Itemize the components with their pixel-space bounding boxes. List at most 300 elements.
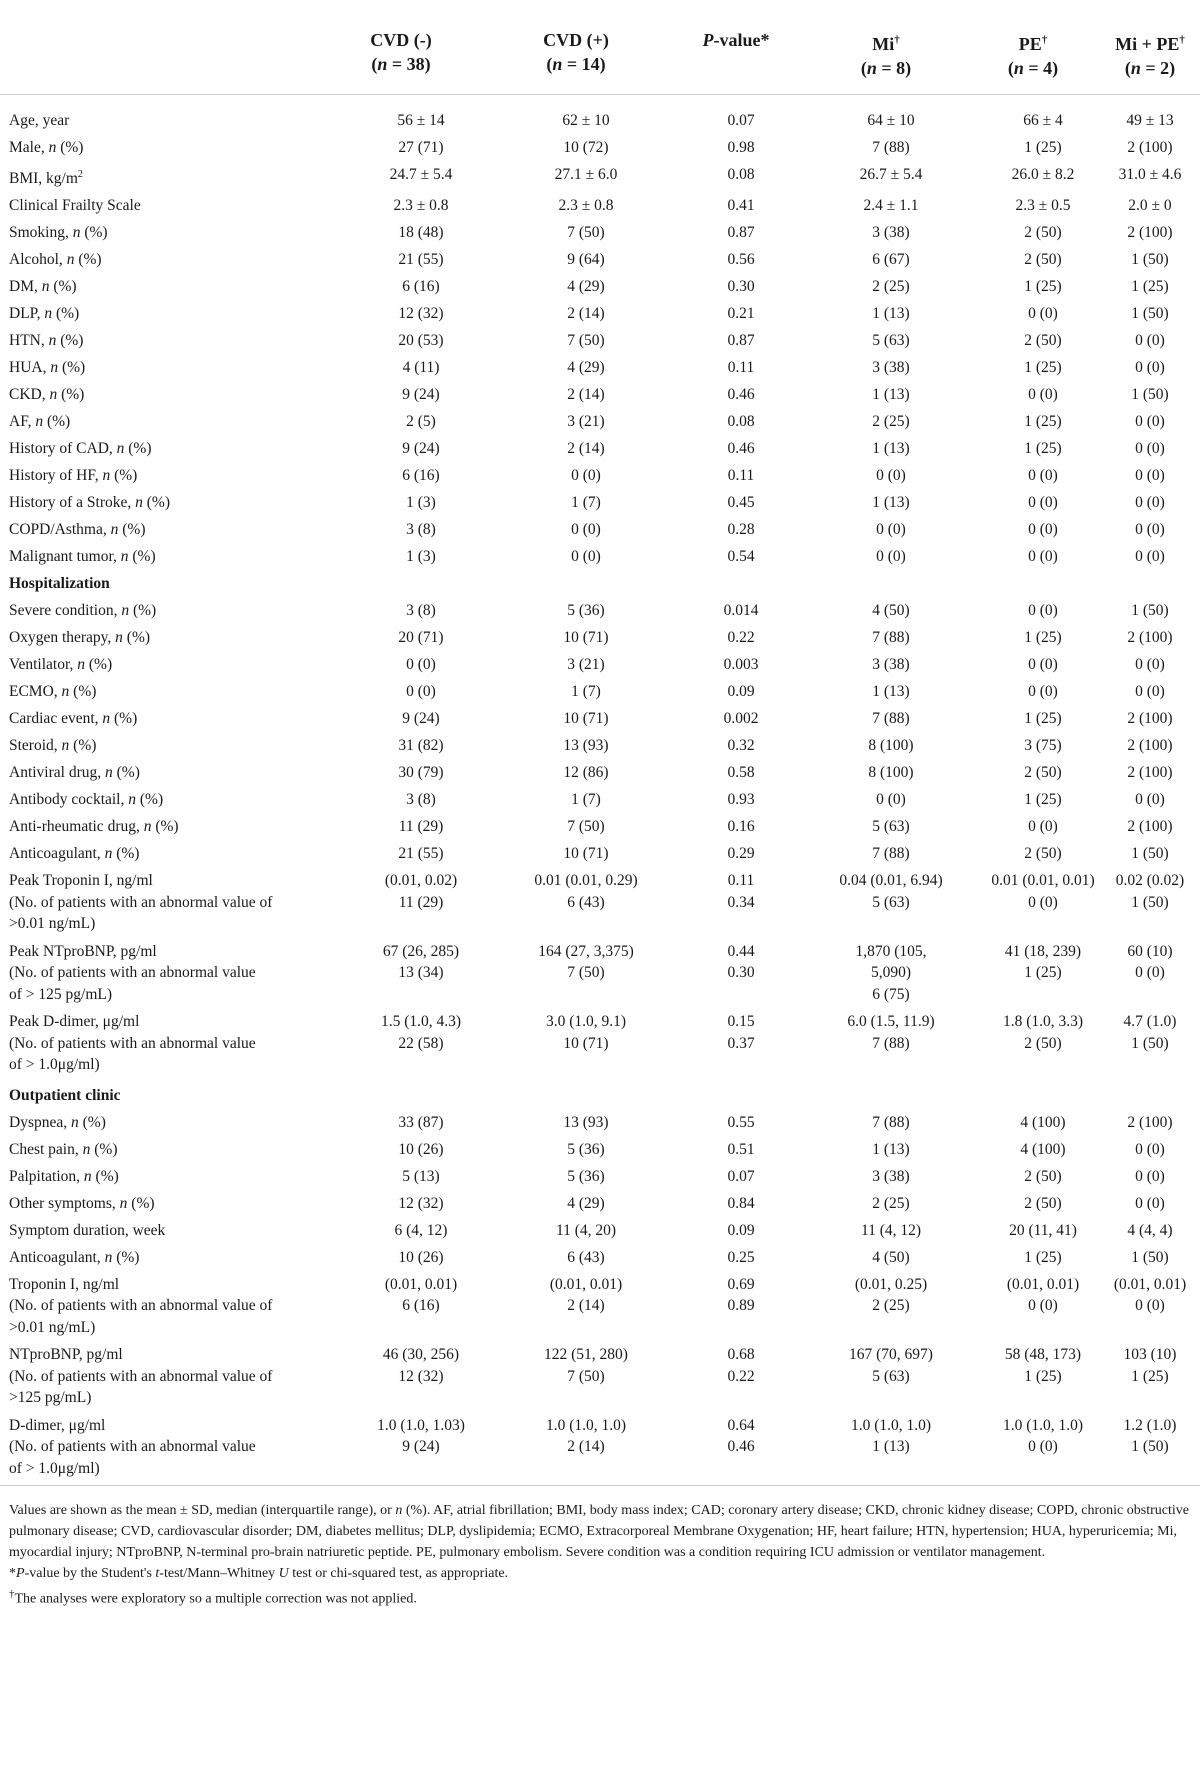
table-cell: 46 (30, 256) 12 (32) — [382, 1346, 460, 1385]
table-row — [0, 489, 1200, 516]
table-row — [0, 354, 1200, 381]
table-cell: 0.46 — [727, 386, 755, 404]
table-cell: 3 (75) — [1024, 737, 1062, 755]
table-row — [0, 759, 1200, 786]
row-label: History of HF, n (%) — [9, 467, 138, 485]
table-cell: 5 (36) — [567, 1167, 605, 1185]
table-cell: 0 (0) — [1135, 359, 1165, 377]
table-cell: 2 (50) — [1024, 332, 1062, 350]
table-cell: 67 (26, 285) 13 (34) — [382, 942, 460, 982]
table-row — [0, 1190, 1200, 1217]
table-cell: 0 (0) — [1135, 440, 1165, 458]
table-cell: 0.01 (0.01, 0.29) 6 (43) — [534, 872, 638, 911]
table-cell: 2 (100) — [1127, 629, 1173, 647]
table-cell: 0.87 — [727, 332, 755, 350]
table-cell: 3 (38) — [872, 1167, 910, 1185]
table-cell: 7 (88) — [872, 139, 910, 156]
table-cell: 1 (25) — [1024, 440, 1062, 458]
table-cell: 2 (50) — [1024, 251, 1062, 269]
table-cell: 64 ± 10 — [867, 112, 915, 129]
row-label: ECMO, n (%) — [9, 683, 97, 701]
row-label: D-dimer, μg/ml (No. of patients with an abnormal value of > 1.0μg/ml) — [9, 1416, 256, 1477]
table-cell: 7 (88) — [872, 629, 910, 647]
table-cell: 2 (25) — [872, 278, 910, 296]
section-title: Hospitalization — [9, 575, 110, 593]
table-row — [0, 273, 1200, 300]
row-label: Male, n (%) — [9, 139, 84, 156]
row-label: Oxygen therapy, n (%) — [9, 629, 151, 647]
table-cell: 0 (0) — [1135, 1167, 1165, 1185]
table-cell: 49 ± 13 — [1126, 112, 1174, 129]
table-cell: 0 (0) — [1028, 521, 1058, 539]
table-cell: 0.30 — [727, 278, 755, 296]
table-cell: 0.09 — [727, 683, 755, 701]
table-cell: (0.01, 0.02) 11 (29) — [384, 872, 458, 911]
table-cell: 0 (0) — [1135, 494, 1165, 512]
section-title: Outpatient clinic — [9, 1086, 121, 1104]
table-cell: 31.0 ± 4.6 — [1118, 166, 1182, 183]
table-cell: 0 (0) — [1028, 305, 1058, 323]
table-cell: 4 (29) — [567, 359, 605, 377]
section-header-row — [0, 570, 1200, 597]
row-label: Other symptoms, n (%) — [9, 1194, 155, 1212]
row-label: Peak D-dimer, μg/ml (No. of patients with an abnormal value of > 1.0μg/ml) — [9, 1013, 256, 1074]
table-cell: 0.45 — [727, 494, 755, 512]
table-cell: 9 (24) — [402, 440, 440, 458]
row-label: History of CAD, n (%) — [9, 440, 152, 458]
table-cell: 31 (82) — [398, 737, 444, 755]
table-cell: 1 (50) — [1131, 845, 1169, 863]
table-cell: 0.54 — [727, 548, 755, 566]
table-cell: 66 ± 4 — [1023, 112, 1063, 129]
table-cell: 2 (25) — [872, 1194, 910, 1212]
table-cell: 8 (100) — [868, 737, 914, 755]
table-cell: 1 (25) — [1024, 359, 1062, 377]
table-cell: 0 (0) — [1028, 818, 1058, 836]
row-label: Peak NTproBNP, pg/ml (No. of patients with an abnormal value of > 125 pg/mL) — [9, 942, 256, 1003]
row-label: Malignant tumor, n (%) — [9, 548, 156, 566]
table-cell: 0.04 (0.01, 6.94) 5 (63) — [839, 872, 943, 911]
table-cell: 3 (8) — [406, 602, 436, 620]
table-cell: 1 (25) — [1024, 139, 1062, 156]
column-name: PE† — [1018, 34, 1048, 54]
table-cell: 7 (50) — [567, 818, 605, 836]
table-row — [0, 840, 1200, 867]
table-cell: 2 (100) — [1127, 710, 1173, 728]
table-cell: 0 (0) — [1028, 683, 1058, 701]
table-row — [0, 408, 1200, 435]
table-cell: 0.29 — [727, 845, 755, 863]
table-cell: 2 (14) — [567, 440, 605, 458]
table-cell: 1 (50) — [1131, 251, 1169, 269]
table-cell: 0.02 (0.02) 1 (50) — [1115, 872, 1185, 911]
row-label: History of a Stroke, n (%) — [9, 494, 171, 512]
table-cell: 2 (14) — [567, 386, 605, 404]
table-cell: 2 (100) — [1127, 818, 1173, 836]
table-cell: 3 (8) — [406, 791, 436, 809]
table-cell: 2 (100) — [1127, 737, 1173, 755]
table-cell: 1 (7) — [571, 791, 601, 809]
table-cell: 1 (50) — [1131, 602, 1169, 620]
table-cell: 0 (0) — [1135, 548, 1165, 566]
table-cell: 27 (71) — [398, 139, 444, 156]
row-label: Symptom duration, week — [9, 1221, 166, 1239]
column-name: CVD (+) — [543, 30, 609, 50]
table-cell: 1 (25) — [1024, 1248, 1062, 1266]
table-cell: 0.11 — [727, 467, 755, 485]
table-row — [0, 1008, 1200, 1082]
table-cell: 6 (4, 12) — [394, 1221, 448, 1239]
table-row — [0, 786, 1200, 813]
table-cell: 0.41 — [727, 197, 755, 215]
row-label: Severe condition, n (%) — [9, 602, 157, 620]
table-row — [0, 1244, 1200, 1271]
table-cell: 3 (21) — [567, 413, 605, 431]
table-cell: 2 (50) — [1024, 845, 1062, 863]
table-cell: 1 (25) — [1024, 629, 1062, 647]
column-header — [1100, 0, 1200, 95]
table-cell: 12 (32) — [398, 305, 444, 323]
table-row — [0, 192, 1200, 219]
table-cell: 0 (0) — [876, 548, 906, 566]
table-cell: 2.0 ± 0 — [1128, 197, 1172, 215]
row-label: CKD, n (%) — [9, 386, 85, 404]
table-row — [0, 938, 1200, 1009]
table-cell: 60 (10) 0 (0) — [1127, 942, 1173, 982]
table-cell: 1 (13) — [872, 440, 910, 458]
table-cell: 0.003 — [723, 656, 759, 674]
table-cell: 0.09 — [727, 1221, 755, 1239]
row-label: Troponin I, ng/ml (No. of patients with an abnormal value of >0.01 ng/mL) — [9, 1275, 273, 1336]
row-label: Steroid, n (%) — [9, 737, 97, 755]
table-cell: 6 (16) — [402, 278, 440, 296]
table-cell: 2 (100) — [1127, 1113, 1173, 1131]
column-name: Mi + PE† — [1115, 34, 1185, 54]
table-cell: 1 (7) — [571, 494, 601, 512]
table-cell: 0 (0) — [1028, 656, 1058, 674]
table-cell: (0.01, 0.01) 0 (0) — [1006, 1275, 1080, 1315]
table-cell: 1 (13) — [872, 683, 910, 701]
table-cell: 0.01 (0.01, 0.01) 0 (0) — [991, 872, 1095, 911]
table-cell: 1 (13) — [872, 494, 910, 512]
table-cell: 10 (26) — [398, 1140, 444, 1158]
table-cell: 2.3 ± 0.5 — [1015, 197, 1071, 215]
table-cell: 5 (36) — [567, 1140, 605, 1158]
table-cell: 6.0 (1.5, 11.9) 7 (88) — [847, 1013, 935, 1052]
table-row — [0, 1341, 1200, 1412]
table-cell: 0 (0) — [571, 548, 601, 566]
table-cell: 1 (25) — [1131, 278, 1169, 296]
table-cell: 0.58 — [727, 764, 755, 782]
row-label: DLP, n (%) — [9, 305, 80, 323]
column-header — [316, 0, 486, 95]
table-cell: 164 (27, 3,375) 7 (50) — [538, 942, 634, 982]
table-cell: 0 (0) — [1028, 548, 1058, 566]
table-row — [0, 867, 1200, 938]
table-cell: 0.69 0.89 — [727, 1275, 755, 1315]
table-cell: 0.22 — [727, 629, 755, 647]
table-cell: 1 (50) — [1131, 1248, 1169, 1266]
table-cell: 0 (0) — [1135, 413, 1165, 431]
table-cell: (0.01, 0.01) 6 (16) — [384, 1275, 458, 1315]
table-cell: 0.25 — [727, 1248, 755, 1266]
table-cell: 7 (88) — [872, 845, 910, 863]
column-name: Mi† — [872, 34, 900, 54]
table-cell: 10 (26) — [398, 1248, 444, 1266]
header-row — [0, 0, 1200, 95]
table-cell: 0.46 — [727, 440, 755, 458]
table-cell: 0 (0) — [1028, 467, 1058, 485]
table-cell: (0.01, 0.25) 2 (25) — [854, 1275, 928, 1315]
table-cell: 2 (50) — [1024, 1194, 1062, 1212]
table-cell: 0.44 0.30 — [727, 942, 755, 982]
table-cell: 0 (0) — [876, 467, 906, 485]
table-cell: 0 (0) — [571, 467, 601, 485]
table-cell: 0 (0) — [1135, 683, 1165, 701]
table-cell: 1 (25) — [1024, 278, 1062, 296]
table-cell: 1.0 (1.0, 1.03) 9 (24) — [377, 1416, 465, 1456]
table-cell: 0.51 — [727, 1140, 755, 1158]
table-cell: 0.11 — [727, 359, 755, 377]
table-cell: 56 ± 14 — [397, 112, 445, 129]
row-label: DM, n (%) — [9, 278, 77, 296]
table-cell: 1 (25) — [1024, 413, 1062, 431]
table-cell: 5 (63) — [872, 818, 910, 836]
table-cell: 0.98 — [727, 139, 755, 156]
table-cell: 1 (7) — [571, 683, 601, 701]
table-cell: 167 (70, 697) 5 (63) — [849, 1346, 933, 1385]
table-cell: 26.0 ± 8.2 — [1011, 166, 1075, 183]
table-cell: 0.15 0.37 — [727, 1013, 755, 1052]
table-cell: 0 (0) — [406, 656, 436, 674]
table-row — [0, 300, 1200, 327]
table-cell: 3.0 (1.0, 9.1) 10 (71) — [545, 1013, 627, 1052]
table-cell: (0.01, 0.01) 2 (14) — [549, 1275, 623, 1315]
table-cell: 2.3 ± 0.8 — [558, 197, 614, 215]
table-cell: 0.08 — [727, 166, 755, 183]
table-cell: 18 (48) — [398, 224, 444, 242]
table-cell: 4 (29) — [567, 278, 605, 296]
table-cell: 3 (21) — [567, 656, 605, 674]
table-cell: 0 (0) — [1028, 602, 1058, 620]
column-header — [966, 0, 1100, 95]
table-cell: 9 (64) — [567, 251, 605, 269]
row-label: Smoking, n (%) — [9, 224, 108, 242]
table-cell: 9 (24) — [402, 710, 440, 728]
table-row — [0, 246, 1200, 273]
table-cell: 0.93 — [727, 791, 755, 809]
table-cell: 6 (16) — [402, 467, 440, 485]
column-header — [666, 0, 806, 95]
table-cell: 9 (24) — [402, 386, 440, 404]
row-label: Alcohol, n (%) — [9, 251, 102, 269]
table-cell: 0 (0) — [1135, 791, 1165, 809]
section-header-row — [0, 1082, 1200, 1109]
table-cell: 0.21 — [727, 305, 755, 323]
table-cell: 1 (3) — [406, 494, 436, 512]
footnote: Values are shown as the mean ± SD, median (interquartile range), or n (%). AF, atrial fibrillation; BMI, body mass index; CAD; coronary artery disease; CKD, chronic kidney disease; COPD, chronic obstructive pulmonary disease; CVD, cardiovascular disorder; DM, diabetes mellitus; DLP, dyslipidemia; ECMO, Extracorporeal Membrane Oxygenation; HF, heart failure; HTN, hypertension; HUA, hyperuricemia; Mi, myocardial injury; NTproBNP, N-terminal pro-brain natriuretic peptide. PE, pulmonary embolism. Severe condition was a condition requiring ICU admission or ventilator management. — [9, 1503, 1189, 1560]
table-cell: 10 (72) — [563, 139, 609, 156]
table-cell: 0.07 — [727, 112, 755, 129]
table-cell: 33 (87) — [398, 1113, 444, 1131]
table-cell: 21 (55) — [398, 845, 444, 863]
table-cell: 0.68 0.22 — [727, 1346, 755, 1385]
row-label: Dyspnea, n (%) — [9, 1113, 106, 1131]
table-cell: 0.84 — [727, 1194, 755, 1212]
table-cell: 122 (51, 280) 7 (50) — [544, 1346, 628, 1385]
table-row — [0, 543, 1200, 570]
table-cell: 13 (93) — [563, 737, 609, 755]
table-cell: 2 (25) — [872, 413, 910, 431]
table-cell: 0 (0) — [1135, 521, 1165, 539]
table-cell: 24.7 ± 5.4 — [389, 166, 453, 183]
table-cell: 7 (50) — [567, 224, 605, 242]
column-name: CVD (-) — [370, 30, 432, 50]
table-cell: 2 (50) — [1024, 764, 1062, 782]
table-cell: 4 (29) — [567, 1194, 605, 1212]
table-row — [0, 1136, 1200, 1163]
row-label: Palpitation, n (%) — [9, 1167, 119, 1185]
table-cell: 2 (100) — [1127, 224, 1173, 242]
table-cell: 2 (14) — [567, 305, 605, 323]
table-cell: 1 (13) — [872, 305, 910, 323]
table-row — [0, 705, 1200, 732]
table-cell: 0.28 — [727, 521, 755, 539]
table-cell: 6 (43) — [567, 1248, 605, 1266]
table-cell: 20 (53) — [398, 332, 444, 350]
table-cell: 5 (13) — [402, 1167, 440, 1185]
table-cell: 0 (0) — [406, 683, 436, 701]
row-label: NTproBNP, pg/ml (No. of patients with an abnormal value of >125 pg/mL) — [9, 1346, 273, 1407]
table-cell: 21 (55) — [398, 251, 444, 269]
table-cell: 0 (0) — [1135, 1194, 1165, 1212]
table-cell: 7 (88) — [872, 710, 910, 728]
table-cell: 7 (88) — [872, 1113, 910, 1131]
table-cell: 4 (100) — [1020, 1113, 1066, 1131]
table-body — [0, 95, 1200, 1486]
table-cell: 1.8 (1.0, 3.3) 2 (50) — [1002, 1013, 1084, 1052]
table-cell: 3 (38) — [872, 359, 910, 377]
header-empty — [0, 0, 316, 95]
table-cell: 4 (50) — [872, 1248, 910, 1266]
table-cell: 2 (100) — [1127, 764, 1173, 782]
table-cell: 3 (8) — [406, 521, 436, 539]
table-cell: 0.002 — [723, 710, 759, 728]
row-label: Antiviral drug, n (%) — [9, 764, 140, 782]
table-row — [0, 435, 1200, 462]
table-cell: 1.0 (1.0, 1.0) 0 (0) — [1002, 1416, 1084, 1456]
column-n: (n = 8) — [860, 58, 912, 78]
table-cell: 11 (4, 20) — [555, 1221, 617, 1239]
footnote: †The analyses were exploratory so a multiple correction was not applied. — [9, 1588, 417, 1607]
table-cell: 20 (71) — [398, 629, 444, 647]
table-row — [0, 1217, 1200, 1244]
table-row — [0, 813, 1200, 840]
table-cell: 0.07 — [727, 1167, 755, 1185]
table-cell: 0 (0) — [571, 521, 601, 539]
table-cell: 3 (38) — [872, 656, 910, 674]
table-cell: 58 (48, 173) 1 (25) — [1004, 1346, 1082, 1385]
column-header — [806, 0, 966, 95]
table-cell: 1.0 (1.0, 1.0) 2 (14) — [545, 1416, 627, 1456]
table-cell: 1 (13) — [872, 386, 910, 404]
table-row — [0, 462, 1200, 489]
column-n: (n = 14) — [546, 54, 606, 74]
table-row — [0, 651, 1200, 678]
table-cell: 30 (79) — [398, 764, 444, 782]
table-cell: 1 (25) — [1024, 791, 1062, 809]
table-cell: 1 (50) — [1131, 386, 1169, 404]
table-cell: 41 (18, 239) 1 (25) — [1004, 942, 1082, 982]
row-label: HUA, n (%) — [9, 359, 86, 377]
table-cell: 4.7 (1.0) 1 (50) — [1123, 1013, 1177, 1052]
table-row — [0, 516, 1200, 543]
table-cell: 0 (0) — [1028, 386, 1058, 404]
table-cell: 0 (0) — [876, 791, 906, 809]
table-cell: 1 (3) — [406, 548, 436, 566]
footnote: *P-value by the Student's t-test/Mann–Whitney U test or chi-squared test, as appropriate. — [9, 1566, 509, 1581]
row-label: Peak Troponin I, ng/ml (No. of patients with an abnormal value of >0.01 ng/mL) — [9, 872, 273, 933]
table-cell: 2.4 ± 1.1 — [863, 197, 919, 215]
table-cell: 4 (50) — [872, 602, 910, 620]
table-cell: 4 (4, 4) — [1127, 1221, 1173, 1239]
table-footnotes — [0, 1500, 1200, 1610]
table-cell: 6 (67) — [872, 251, 910, 269]
table-row — [0, 624, 1200, 651]
table-cell: 0.11 0.34 — [727, 872, 755, 911]
table-cell: 12 (86) — [563, 764, 609, 782]
column-n: (n = 2) — [1124, 58, 1176, 78]
row-label: Antibody cocktail, n (%) — [9, 791, 164, 809]
table-cell: 2 (100) — [1127, 139, 1173, 156]
table-cell: (0.01, 0.01) 0 (0) — [1113, 1275, 1187, 1315]
table-cell: 10 (71) — [563, 845, 609, 863]
row-label: Clinical Frailty Scale — [9, 197, 141, 215]
row-label: BMI, $kg/m^2$ — [9, 169, 83, 188]
table-cell: 10 (71) — [563, 710, 609, 728]
table-row — [0, 327, 1200, 354]
table-cell: 26.7 ± 5.4 — [859, 166, 923, 183]
row-label: Anticoagulant, n (%) — [9, 845, 140, 863]
table-row — [0, 161, 1200, 192]
table-row — [0, 1412, 1200, 1486]
table-cell: 11 (4, 12) — [860, 1221, 922, 1239]
table-cell: 20 (11, 41) — [1009, 1221, 1077, 1239]
table-cell: 2 (50) — [1024, 224, 1062, 242]
table-cell: 0 (0) — [1135, 467, 1165, 485]
table-cell: 1.5 (1.0, 4.3) 22 (58) — [380, 1013, 462, 1052]
row-label: Chest pain, n (%) — [9, 1140, 118, 1158]
table-cell: 0.55 — [727, 1113, 755, 1131]
table-cell: 11 (29) — [398, 818, 444, 836]
table-row — [0, 134, 1200, 161]
table-cell: 27.1 ± 6.0 — [554, 166, 618, 183]
table-row — [0, 678, 1200, 705]
table-cell: 1 (25) — [1024, 710, 1062, 728]
table-row — [0, 1109, 1200, 1136]
table-cell: 0.56 — [727, 251, 755, 269]
row-label: Age, year — [9, 112, 70, 129]
table-row — [0, 381, 1200, 408]
table-cell: 2 (5) — [406, 413, 436, 431]
row-label: COPD/Asthma, n (%) — [9, 521, 146, 539]
table-cell: 3 (38) — [872, 224, 910, 242]
table-cell: 0.08 — [727, 413, 755, 431]
row-label: Ventilator, n (%) — [9, 656, 113, 674]
table-cell: 1.2 (1.0) 1 (50) — [1123, 1416, 1177, 1456]
table-cell: 5 (36) — [567, 602, 605, 620]
table-cell: 0 (0) — [1135, 332, 1165, 350]
